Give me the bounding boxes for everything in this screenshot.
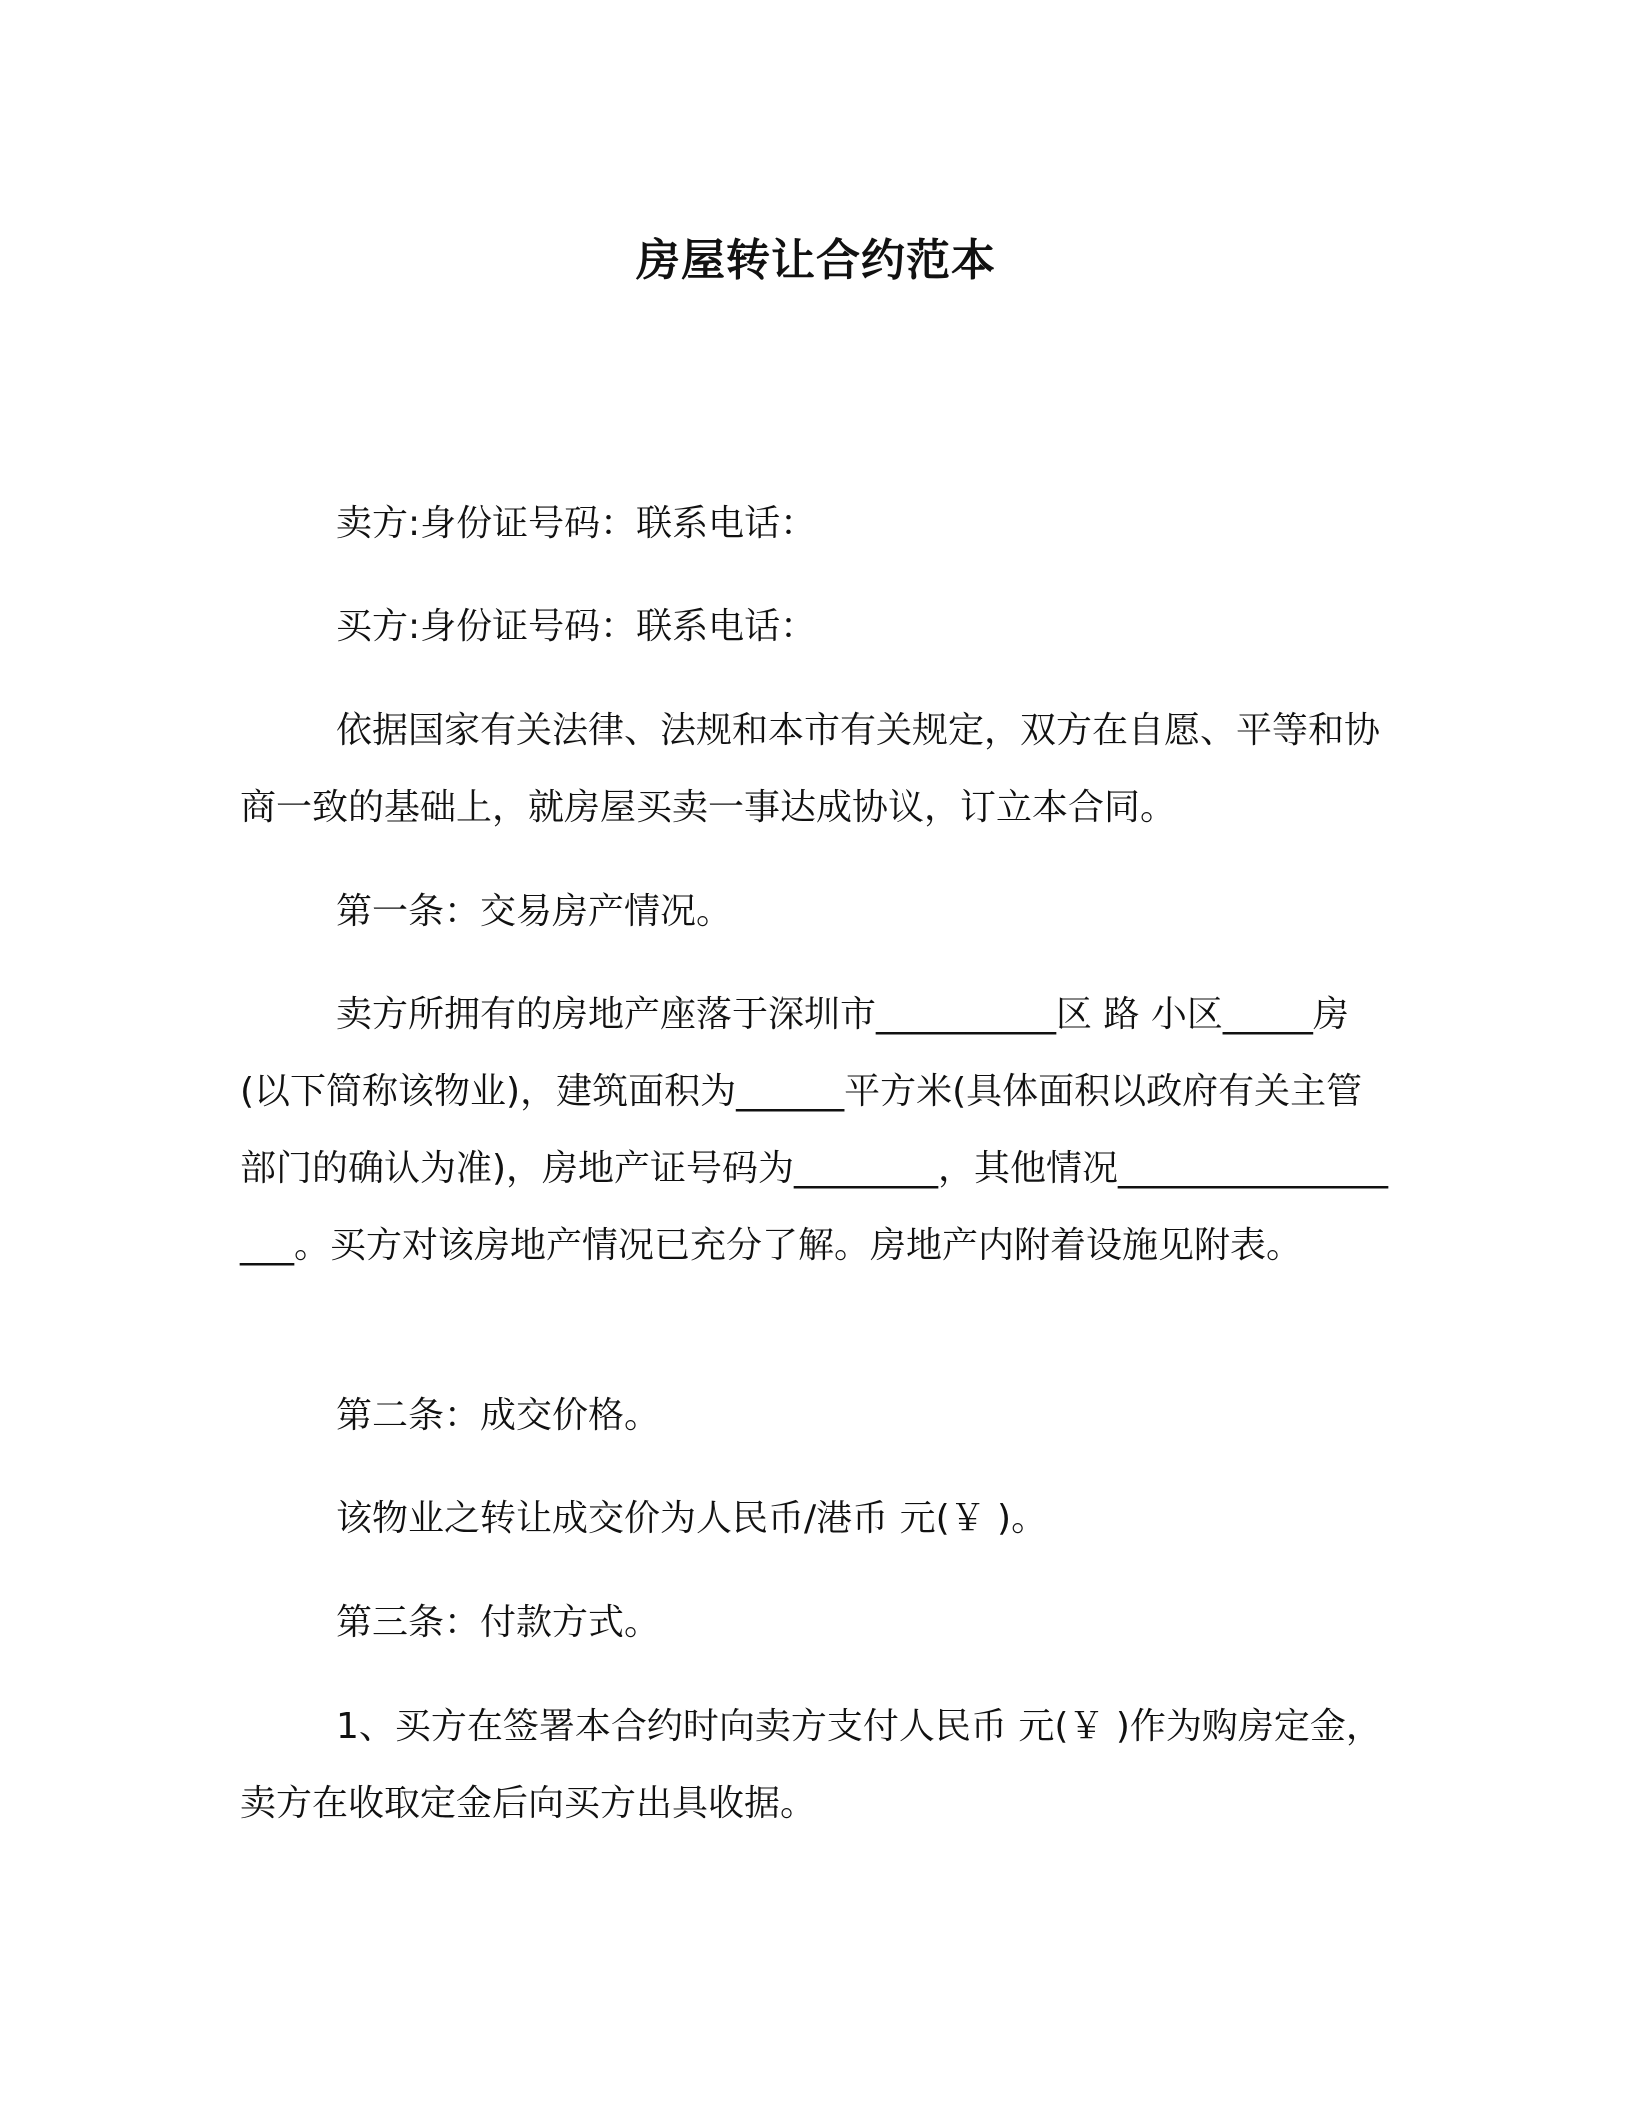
article-three-heading: 第三条：付款方式。 bbox=[336, 1602, 661, 1643]
payment-clause-paragraph: 1、买方在签署本合约时向卖方支付人民币 元(￥ )作为购房定金，卖方在收取定金后向买方出具收据。 bbox=[240, 1706, 1382, 1824]
seller-info-line: 卖方:身份证号码：联系电话： bbox=[336, 503, 817, 544]
preamble-paragraph: 依据国家有关法律、法规和本市有关规定，双方在自愿、平等和协商一致的基础上，就房屋买卖一事达成协议，订立本合同。 bbox=[240, 710, 1381, 828]
property-details-paragraph: 卖方所拥有的房地产座落于深圳市__________区 路 小区_____房(以下简称该物业)，建筑面积为______平方米(具体面积以政府有关主管部门的确认为准)，房地产证号码为________，其他情况__________________。买方对该房地产情况已充分了解。房地产内附着设施见附表。 bbox=[240, 994, 1389, 1266]
price-paragraph: 该物业之转让成交价为人民币/港币 元(￥ )。 bbox=[336, 1498, 1048, 1539]
article-one-heading: 第一条：交易房产情况。 bbox=[336, 891, 733, 932]
buyer-info-line: 买方:身份证号码：联系电话： bbox=[336, 606, 817, 647]
article-two-heading: 第二条：成交价格。 bbox=[336, 1395, 661, 1436]
document-title: 房屋转让合约范本 bbox=[636, 235, 996, 286]
